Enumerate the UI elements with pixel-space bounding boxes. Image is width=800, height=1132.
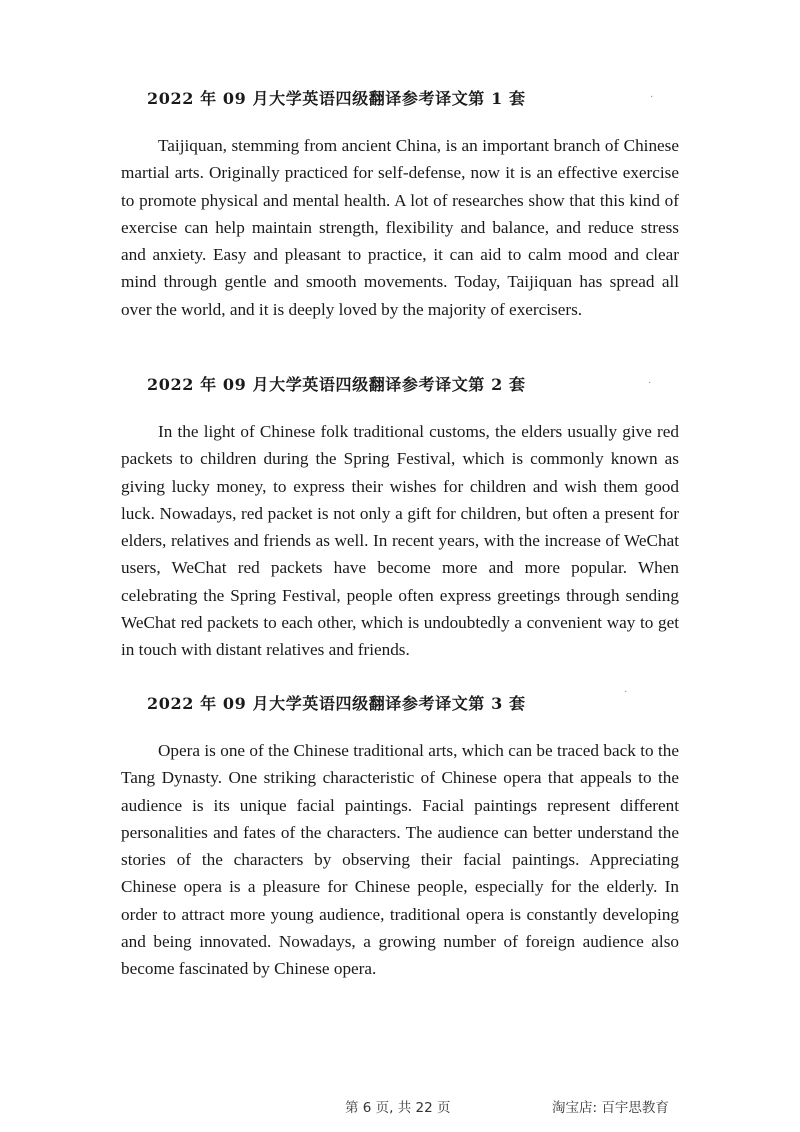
footer-page-number: 第 6 页, 共 22 页 (345, 1100, 451, 1116)
scan-speck: · (650, 92, 654, 103)
section-paragraph: Opera is one of the Chinese traditional arts, which can be traced back to the Tang Dynasty. One striking characteristic of Chinese opera that appeals to the audience is its unique facial paintings. Facial paintings represent different personalities and fates of the characters. The audience can better understand the stories of the characters by observing their facial paintings. Appreciating Chinese opera is a pleasure for Chinese people, especially for the elderly. In order to attract more young audience, traditional opera is constantly developing and being innovated. Nowadays, a growing number of foreign audience also become fascinated by Chinese opera. (121, 741, 679, 979)
footer-shop-name: 淘宝店: 百宇思教育 (552, 1100, 669, 1116)
section-heading: 2022 年 09 月大学英语四级翻译参考译文第 3 套 (147, 694, 526, 713)
scan-speck: · (648, 378, 652, 389)
section-paragraph: In the light of Chinese folk traditional customs, the elders usually give red packets to children during the Spring Festival, which is commonly known as giving lucky money, to express their wishes for children and wish them good luck. Nowadays, red packet is not only a gift for children, but often a present for elders, relatives and friends as well. In recent years, with the increase of WeChat users, WeChat red packets have become more and more popular. When celebrating the Spring Festival, people often express greetings through sending WeChat red packets to each other, which is undoubtedly a convenient way to get in touch with distant relatives and friends. (121, 422, 679, 660)
section-paragraph: Taijiquan, stemming from ancient China, is an important branch of Chinese martial arts. Originally practiced for self-defense, now it is an effective exercise to promote physical and mental health. A lot of researches show that this kind of exercise can help maintain strength, flexibility and balance, and reduce stress and anxiety. Easy and pleasant to practice, it can aid to calm mood and clear mind through gentle and smooth movements. Today, Taijiquan has spread all over the world, and it is deeply loved by the majority of exercisers. (121, 136, 679, 319)
scan-speck: · (624, 687, 628, 698)
section-2 (121, 374, 679, 664)
section-heading: 2022 年 09 月大学英语四级翻译参考译文第 1 套 (147, 89, 526, 108)
section-1 (121, 88, 679, 323)
section-3 (121, 693, 679, 983)
section-heading: 2022 年 09 月大学英语四级翻译参考译文第 2 套 (147, 375, 526, 394)
